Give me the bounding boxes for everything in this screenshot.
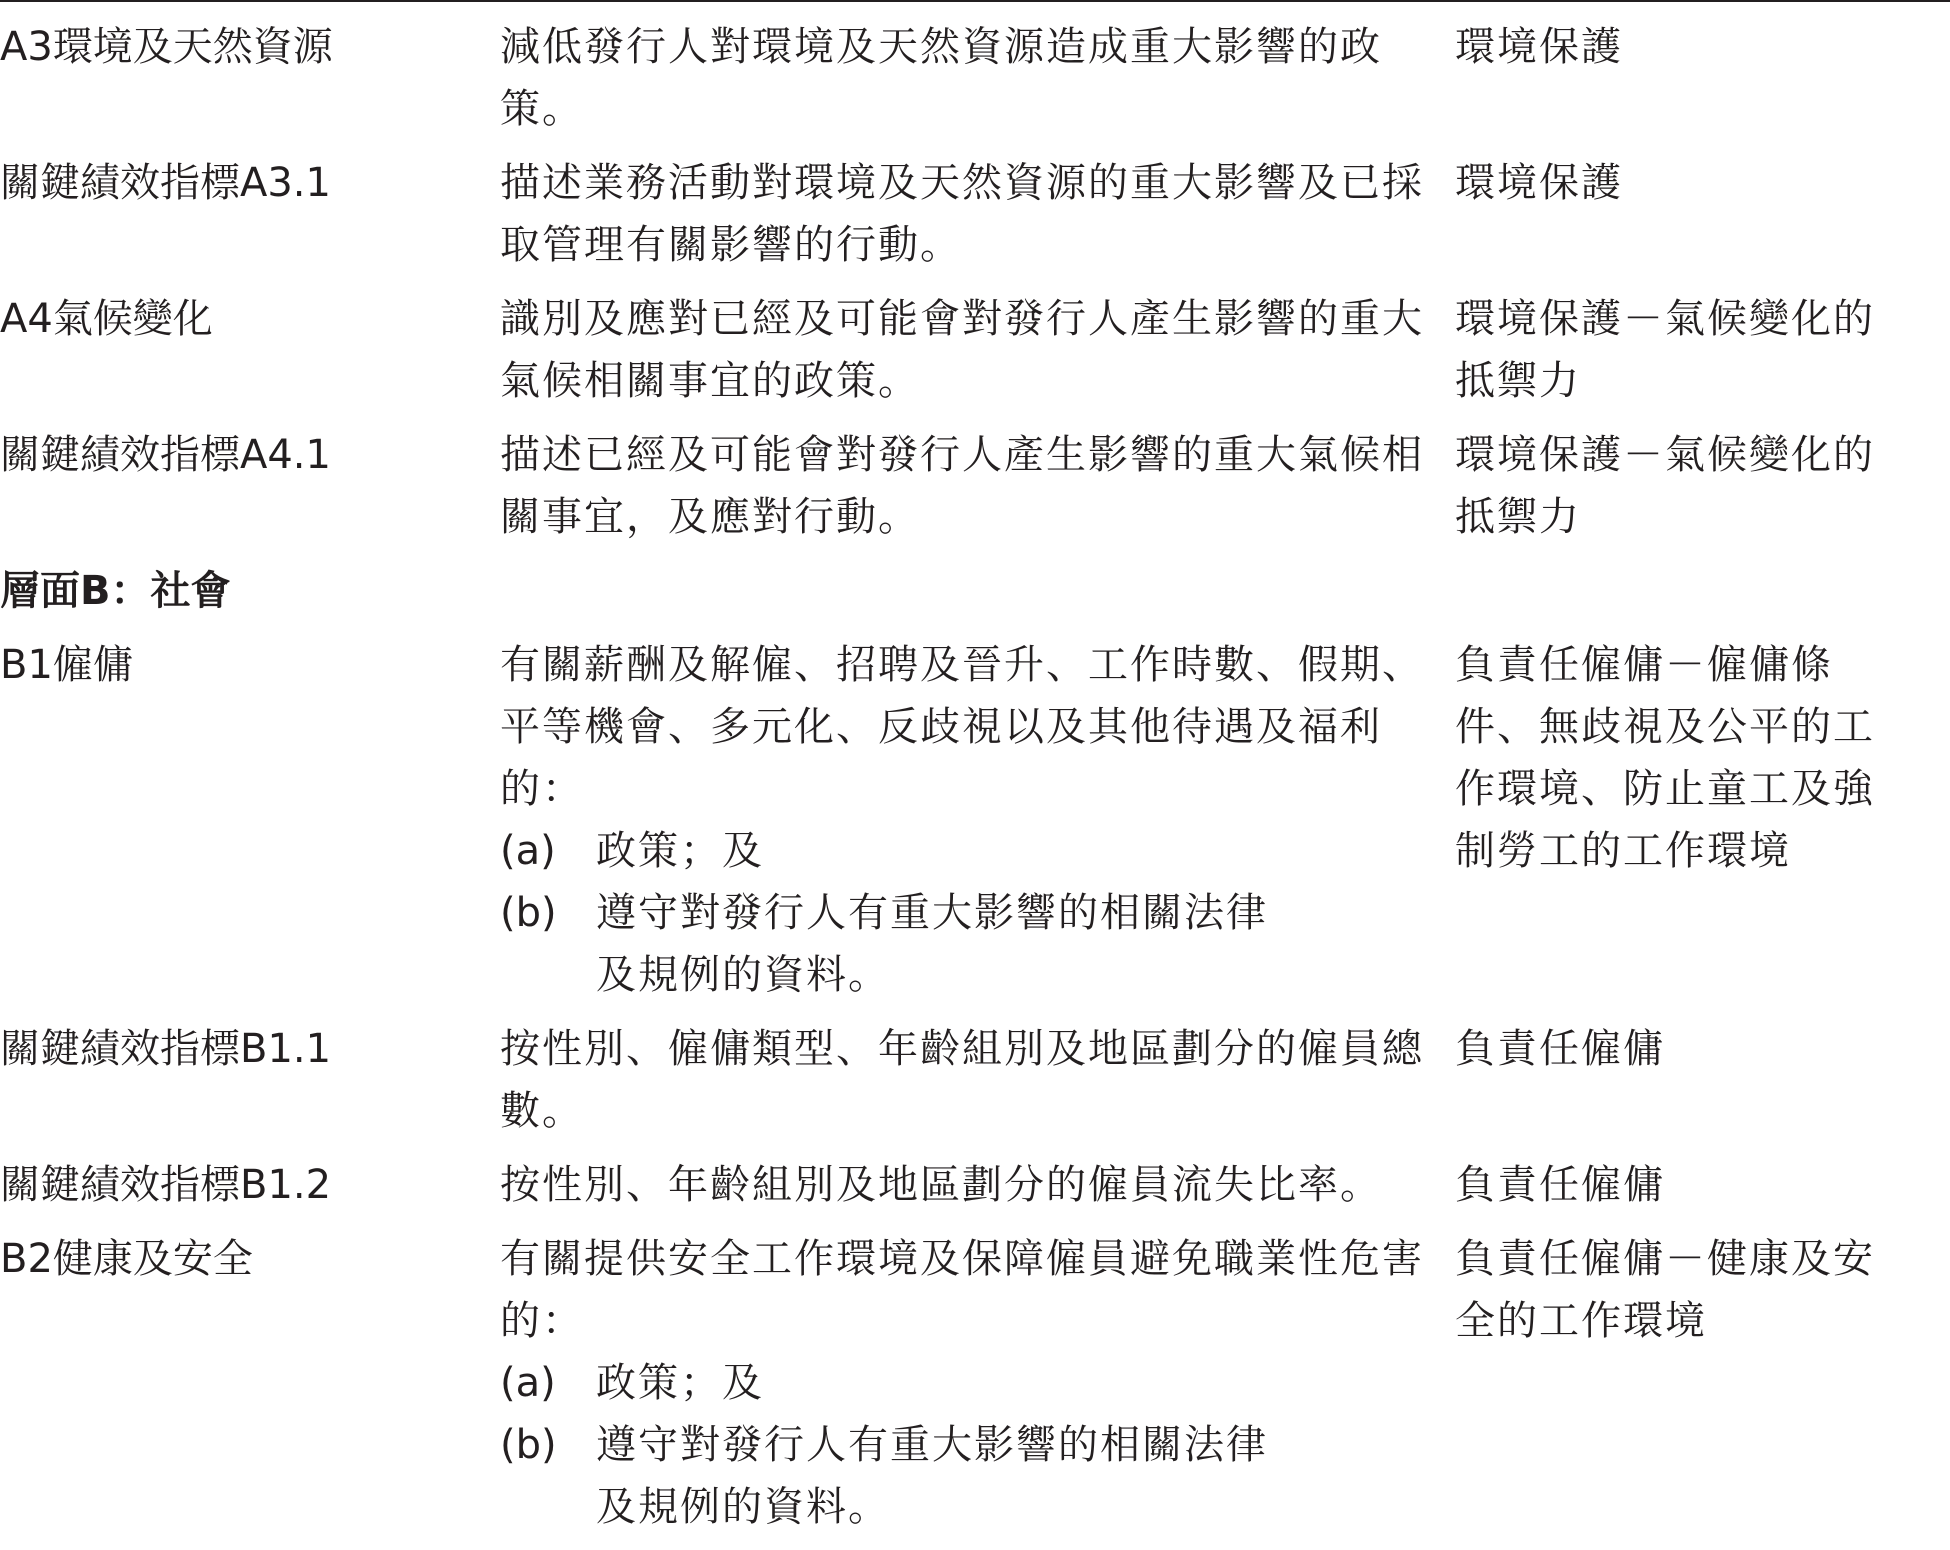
- category-cell: [1455, 1154, 1935, 1216]
- description-text: 減低發行人對環境及天然資源造成重大影響的政策。: [500, 24, 1382, 132]
- sub-list: [500, 1352, 1455, 1538]
- table-row-b1: [0, 634, 1950, 1006]
- description-cell: [500, 288, 1455, 412]
- list-item: [500, 820, 1455, 882]
- category-cell: [1455, 16, 1935, 78]
- category-text: 負責任僱傭－僱傭條件、無歧視及公平的工作環境、防止童工及強制勞工的工作環境: [1455, 642, 1875, 874]
- category-cell: [1455, 288, 1935, 412]
- category-text: 負責任僱傭: [1455, 1026, 1665, 1072]
- table-row-a4-1: [0, 424, 1950, 548]
- category-text: 環境保護－氣候變化的抵禦力: [1455, 296, 1875, 404]
- category-cell: [1455, 1228, 1935, 1352]
- category-cell: [1455, 424, 1935, 548]
- aspect-cell: A4氣候變化: [0, 296, 213, 342]
- description-cell: [500, 16, 1455, 140]
- category-text: 負責任僱傭－健康及安全的工作環境: [1455, 1236, 1875, 1344]
- list-item: [500, 1414, 1455, 1538]
- aspect-cell: 關鍵績效指標B1.2: [0, 1162, 332, 1208]
- table-row-a3-1: [0, 152, 1950, 276]
- category-text: 負責任僱傭: [1455, 1162, 1665, 1208]
- category-cell: [1455, 634, 1935, 882]
- list-marker: (a): [500, 1360, 556, 1406]
- category-cell: [1455, 152, 1935, 214]
- description-cell: [500, 1018, 1455, 1142]
- list-marker: (a): [500, 828, 556, 874]
- description-text: 有關薪酬及解僱、招聘及晉升、工作時數、假期、平等機會、多元化、反歧視以及其他待遇及福利的：: [500, 642, 1424, 812]
- description-text: 按性別、年齡組別及地區劃分的僱員流失比率。: [500, 1162, 1382, 1208]
- description-cell: [500, 1228, 1455, 1538]
- aspect-cell: B2健康及安全: [0, 1236, 253, 1282]
- aspect-cell: A3環境及天然資源: [0, 24, 333, 70]
- description-text: 描述已經及可能會對發行人產生影響的重大氣候相關事宜，及應對行動。: [500, 432, 1424, 540]
- description-cell: [500, 634, 1455, 1006]
- list-text: 遵守對發行人有重大影響的相關法律及規例的資料。: [596, 1422, 1268, 1530]
- description-text: 按性別、僱傭類型、年齡組別及地區劃分的僱員總數。: [500, 1026, 1424, 1134]
- aspect-cell: 關鍵績效指標A4.1: [0, 432, 331, 478]
- top-rule: [0, 0, 1950, 2]
- table-row-b1-1: [0, 1018, 1950, 1142]
- table-row-a3: [0, 16, 1950, 140]
- table-row-b1-2: [0, 1154, 1950, 1216]
- description-text: 識別及應對已經及可能會對發行人產生影響的重大氣候相關事宜的政策。: [500, 296, 1424, 404]
- list-text: 政策；及: [596, 828, 764, 874]
- table-row-a4: [0, 288, 1950, 412]
- category-text: 環境保護－氣候變化的抵禦力: [1455, 432, 1875, 540]
- category-cell: [1455, 1018, 1935, 1080]
- description-cell: [500, 424, 1455, 548]
- table-row-b2: [0, 1228, 1950, 1538]
- list-marker: (b): [500, 890, 557, 936]
- description-cell: [500, 1154, 1455, 1216]
- description-cell: [500, 152, 1455, 276]
- aspect-cell: B1僱傭: [0, 642, 133, 688]
- section-b-heading: 層面B：社會: [0, 568, 231, 614]
- list-item: [500, 882, 1455, 1006]
- description-text: 有關提供安全工作環境及保障僱員避免職業性危害的：: [500, 1236, 1424, 1344]
- list-text: 遵守對發行人有重大影響的相關法律及規例的資料。: [596, 890, 1268, 998]
- aspect-cell: 關鍵績效指標B1.1: [0, 1026, 332, 1072]
- aspect-cell: 關鍵績效指標A3.1: [0, 160, 331, 206]
- list-marker: (b): [500, 1422, 557, 1468]
- description-text: 描述業務活動對環境及天然資源的重大影響及已採取管理有關影響的行動。: [500, 160, 1424, 268]
- esg-index-table: [0, 16, 1950, 1550]
- category-text: 環境保護: [1455, 160, 1623, 206]
- list-text: 政策；及: [596, 1360, 764, 1406]
- list-item: [500, 1352, 1455, 1414]
- sub-list: [500, 820, 1455, 1006]
- category-text: 環境保護: [1455, 24, 1623, 70]
